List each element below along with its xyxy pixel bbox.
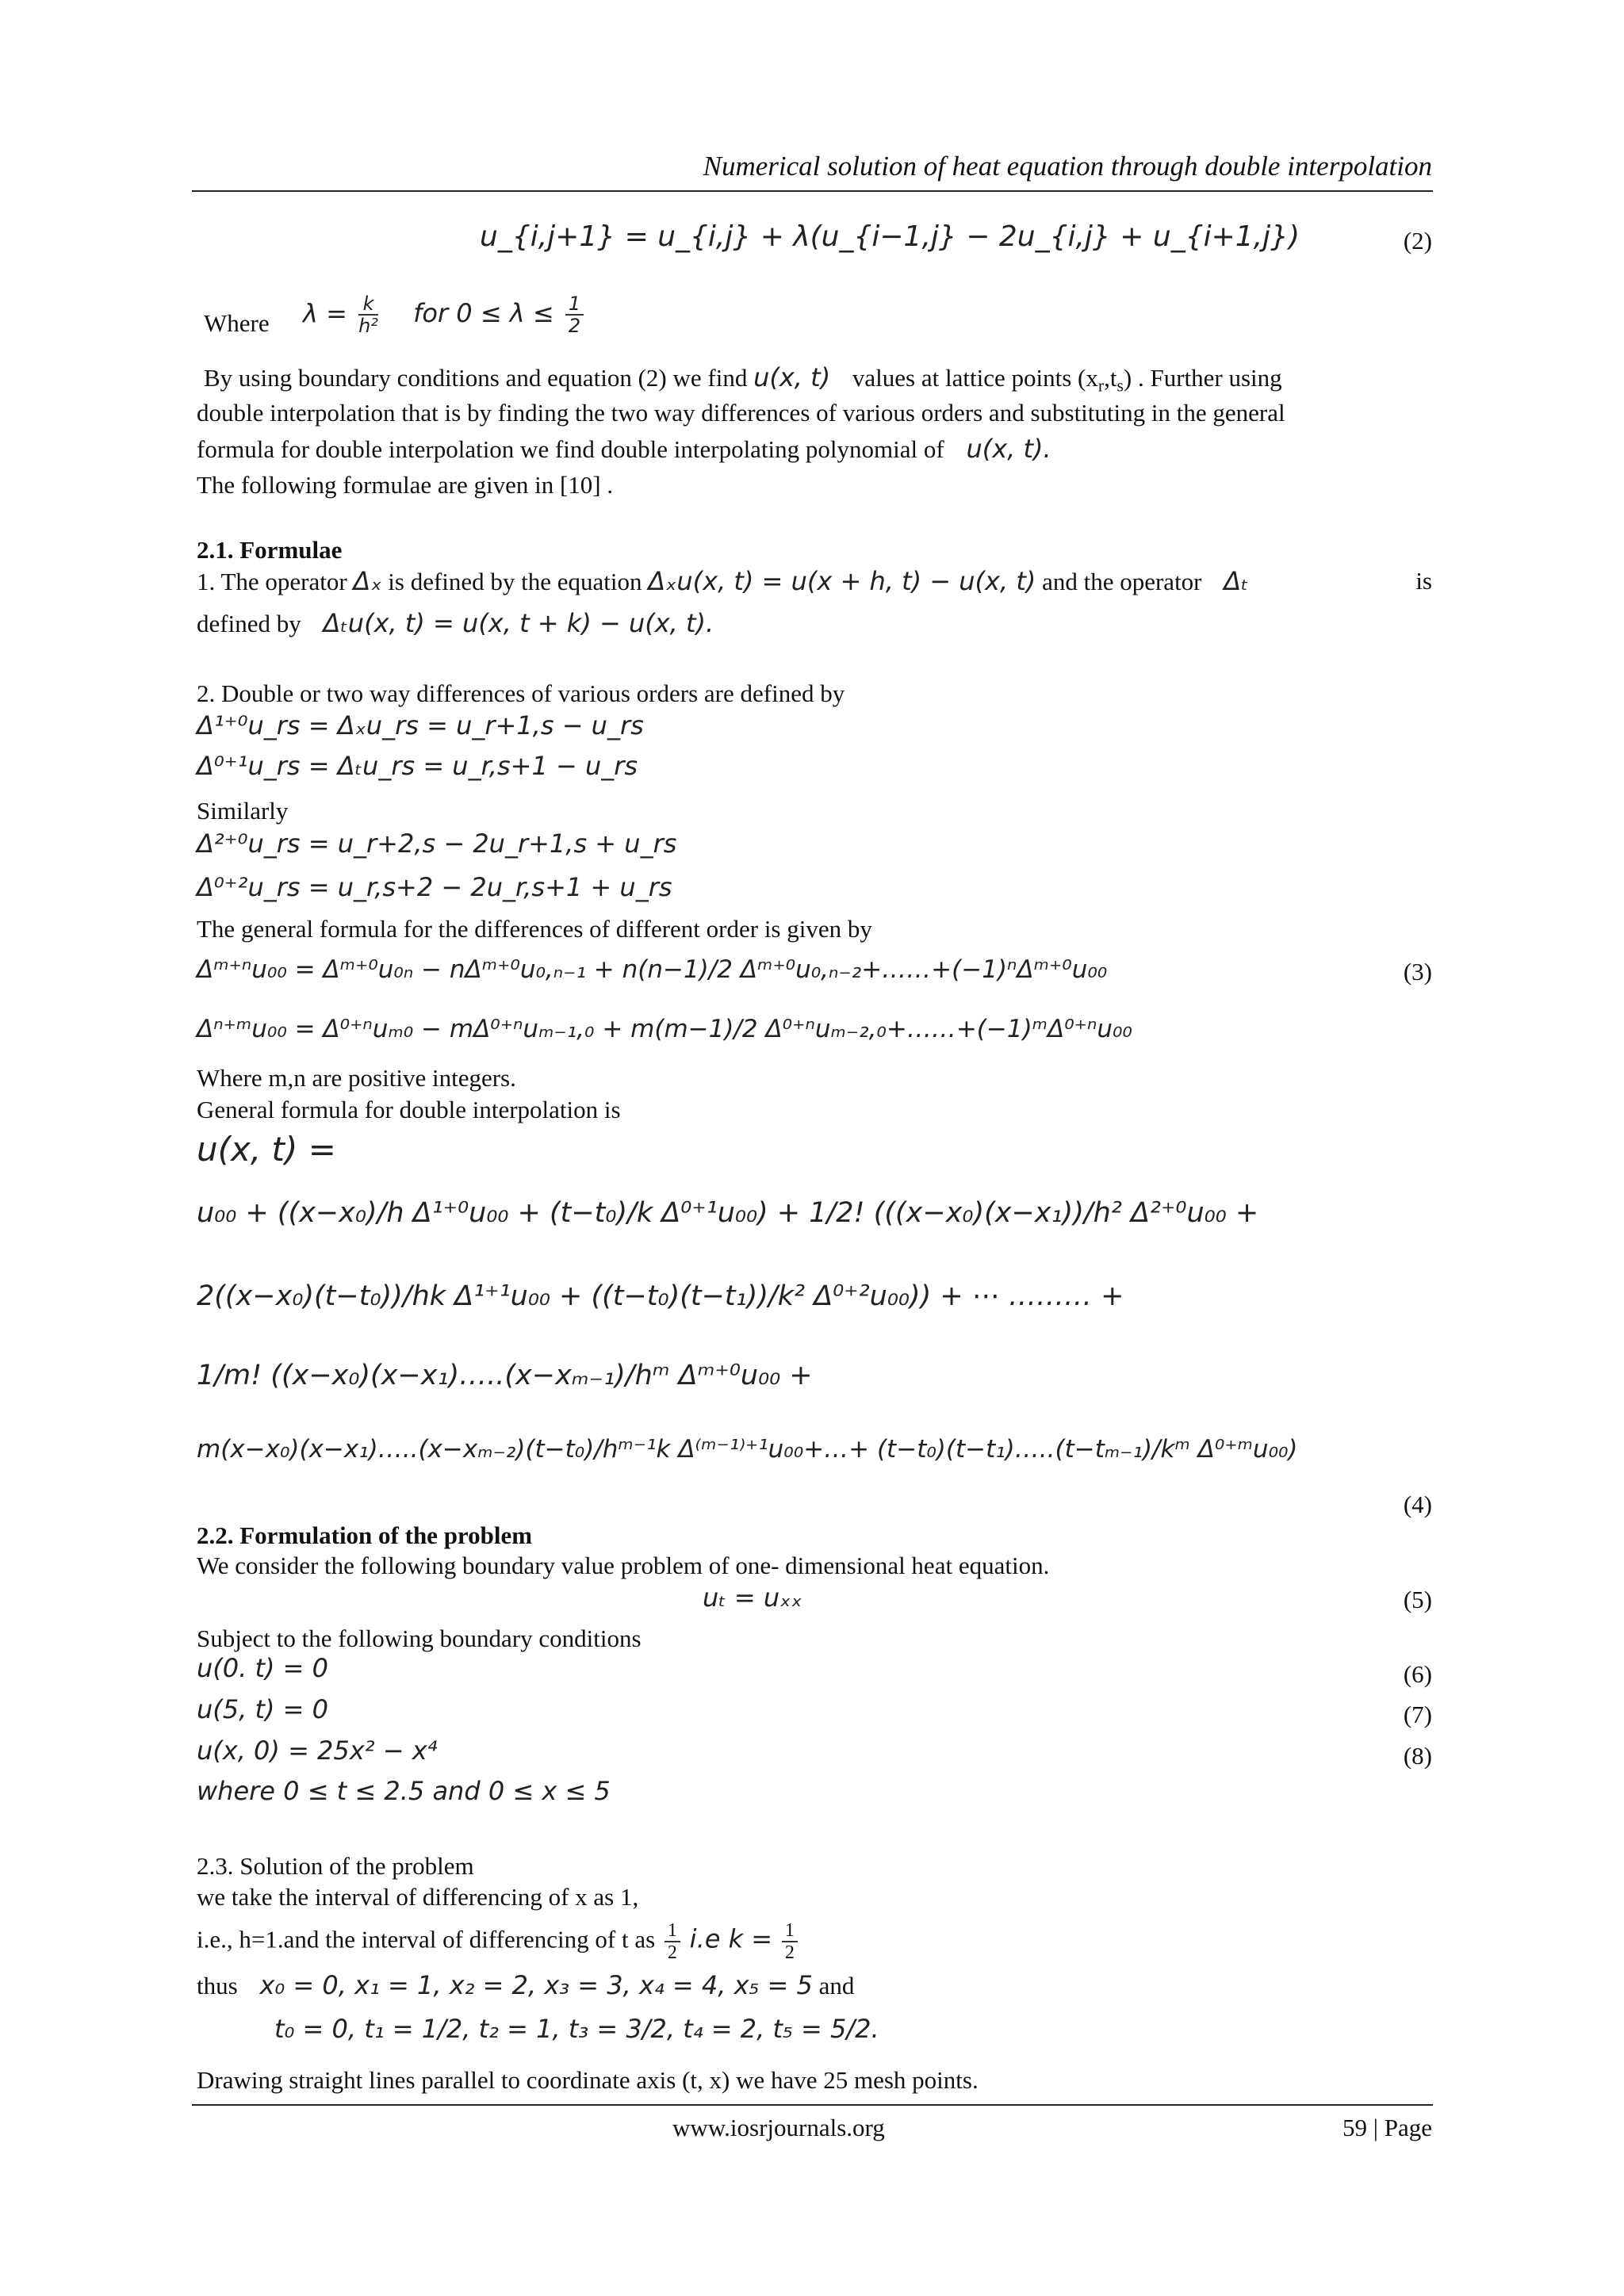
equation-6: u(0. t) = 0 <box>197 1653 329 1683</box>
equation-2: u_{i,j+1} = u_{i,j} + λ(u_{i−1,j} − 2u_{i,j} + u_{i+1,j}) <box>480 220 1300 253</box>
operator-line1-end: is <box>1415 567 1432 595</box>
mesh-points-line: Drawing straight lines parallel to coordinate axis (t, x) we have 25 mesh points. <box>197 2066 979 2094</box>
running-header: Numerical solution of heat equation through double interpolation <box>703 151 1432 182</box>
eq4-row2: u₀₀ + ((x−x₀)/h Δ¹⁺⁰u₀₀ + (t−t₀)/k Δ⁰⁺¹u₀₀) + 1/2! (((x−x₀)(x−x₁))/h² Δ²⁺⁰u₀₀ + <box>197 1197 1259 1229</box>
operator-line1: 1. The operator Δₓ is defined by the equation Δₓu(x, t) = u(x + h, t) − u(x, t) and the operator Δₜ <box>197 566 1249 596</box>
solution-line2: i.e., h=1.and the interval of differencing of t as $\frac{1}{2}$ i.e k = $\frac{1}{2}$ <box>197 1920 801 1964</box>
operator-line2: defined by Δₜu(x, t) = u(x, t + k) − u(x, t). <box>197 608 714 638</box>
equation-7: u(5, t) = 0 <box>197 1694 329 1724</box>
domain-condition: where 0 ≤ t ≤ 2.5 and 0 ≤ x ≤ 5 <box>197 1776 611 1806</box>
similarly-label: Similarly <box>197 797 289 825</box>
footer-site: www.iosrjournals.org <box>672 2114 885 2141</box>
solution-line3: thus x₀ = 0, x₁ = 1, x₂ = 2, x₃ = 3, x₄ = 4, x₅ = 5 and <box>197 1970 855 2000</box>
boundary-intro: Subject to the following boundary conditions <box>197 1624 642 1652</box>
eq8-label: (8) <box>1403 1742 1432 1770</box>
equation-5: uₜ = uₓₓ <box>703 1582 802 1613</box>
eq5-label: (5) <box>1403 1586 1432 1613</box>
difference-1: Δ¹⁺⁰u_rs = Δₓu_rs = u_r+1,s − u_rs <box>197 710 644 740</box>
solution-line1: we take the interval of differencing of x as 1, <box>197 1883 639 1911</box>
eq4-row5: m(x−x₀)(x−x₁)…..(x−xₘ₋₂)(t−t₀)/hᵐ⁻¹k Δ⁽ᵐ⁻¹⁾⁺¹u₀₀+…+ (t−t₀)(t−t₁)…..(t−tₘ₋₁)/kᵐ Δ⁰⁺ᵐu₀₀) <box>197 1435 1298 1464</box>
general-difference-1: Δᵐ⁺ⁿu₀₀ = Δᵐ⁺⁰u₀ₙ − nΔᵐ⁺⁰u₀,ₙ₋₁ + n(n−1)/2 Δᵐ⁺⁰u₀,ₙ₋₂+……+(−1)ⁿΔᵐ⁺⁰u₀₀ <box>197 955 1108 984</box>
para1-line3: formula for double interpolation we find double interpolating polynomial of u(x, t). <box>197 434 1051 464</box>
eq6-label: (6) <box>1403 1660 1432 1688</box>
difference-4: Δ⁰⁺²u_rs = u_r,s+2 − 2u_r,s+1 + u_rs <box>197 872 672 902</box>
header-rule <box>192 190 1433 192</box>
para1-line1: By using boundary conditions and equation (2) we find u(x, t) values at lattice points $(x_r,t_s)$ . Further using <box>204 362 1282 396</box>
section-2-2-heading: 2.2. Formulation of the problem <box>197 1521 533 1549</box>
footer-rule <box>192 2104 1433 2106</box>
eq7-label: (7) <box>1403 1701 1432 1728</box>
eq4-row3: 2((x−x₀)(t−t₀))/hk Δ¹⁺¹u₀₀ + ((t−t₀)(t−t₁))/k² Δ⁰⁺²u₀₀)) + ⋯ ……… + <box>197 1280 1124 1312</box>
general-differences-intro: The general formula for the differences of different order is given by <box>197 915 872 943</box>
section-2-1-heading: 2.1. Formulae <box>197 536 343 564</box>
eq4-row1: u(x, t) = <box>197 1130 336 1169</box>
heat-equation-intro: We consider the following boundary value problem of one- dimensional heat equation. <box>197 1552 1050 1579</box>
eq3-label: (3) <box>1403 958 1432 985</box>
general-difference-2: Δⁿ⁺ᵐu₀₀ = Δ⁰⁺ⁿuₘ₀ − mΔ⁰⁺ⁿuₘ₋₁,₀ + m(m−1)/2 Δ⁰⁺ⁿuₘ₋₂,₀+……+(−1)ᵐΔ⁰⁺ⁿu₀₀ <box>197 1015 1132 1043</box>
where-mn: Where m,n are positive integers. <box>197 1064 516 1092</box>
where-label: Where <box>204 309 270 337</box>
difference-3: Δ²⁺⁰u_rs = u_r+2,s − 2u_r+1,s + u_rs <box>197 828 677 859</box>
section-2-3-heading: 2.3. Solution of the problem <box>197 1852 474 1880</box>
differences-intro: 2. Double or two way differences of various orders are defined by <box>197 679 845 707</box>
eq2-label: (2) <box>1403 227 1432 254</box>
general-double-intro: General formula for double interpolation is <box>197 1096 621 1123</box>
eq4-row4: 1/m! ((x−x₀)(x−x₁)…..(x−xₘ₋₁)/hᵐ Δᵐ⁺⁰u₀₀ + <box>197 1360 813 1391</box>
para1-line4: The following formulae are given in [10] . <box>197 471 614 499</box>
t-values: t₀ = 0, t₁ = 1/2, t₂ = 1, t₃ = 3/2, t₄ = 2, t₅ = 5/2. <box>274 2014 879 2044</box>
footer-page-number: 59 | Page <box>1342 2114 1432 2141</box>
para1-line2: double interpolation that is by finding the two way differences of various orders and substituting in the general <box>197 399 1285 427</box>
eq4-label: (4) <box>1403 1490 1432 1518</box>
equation-8: u(x, 0) = 25x² − x⁴ <box>197 1735 438 1766</box>
difference-2: Δ⁰⁺¹u_rs = Δₜu_rs = u_r,s+1 − u_rs <box>197 751 638 781</box>
lambda-definition: λ = $\frac{k}{\text{h²}}$ for 0 ≤ λ ≤ $\frac{1}{2}$ <box>303 293 587 337</box>
